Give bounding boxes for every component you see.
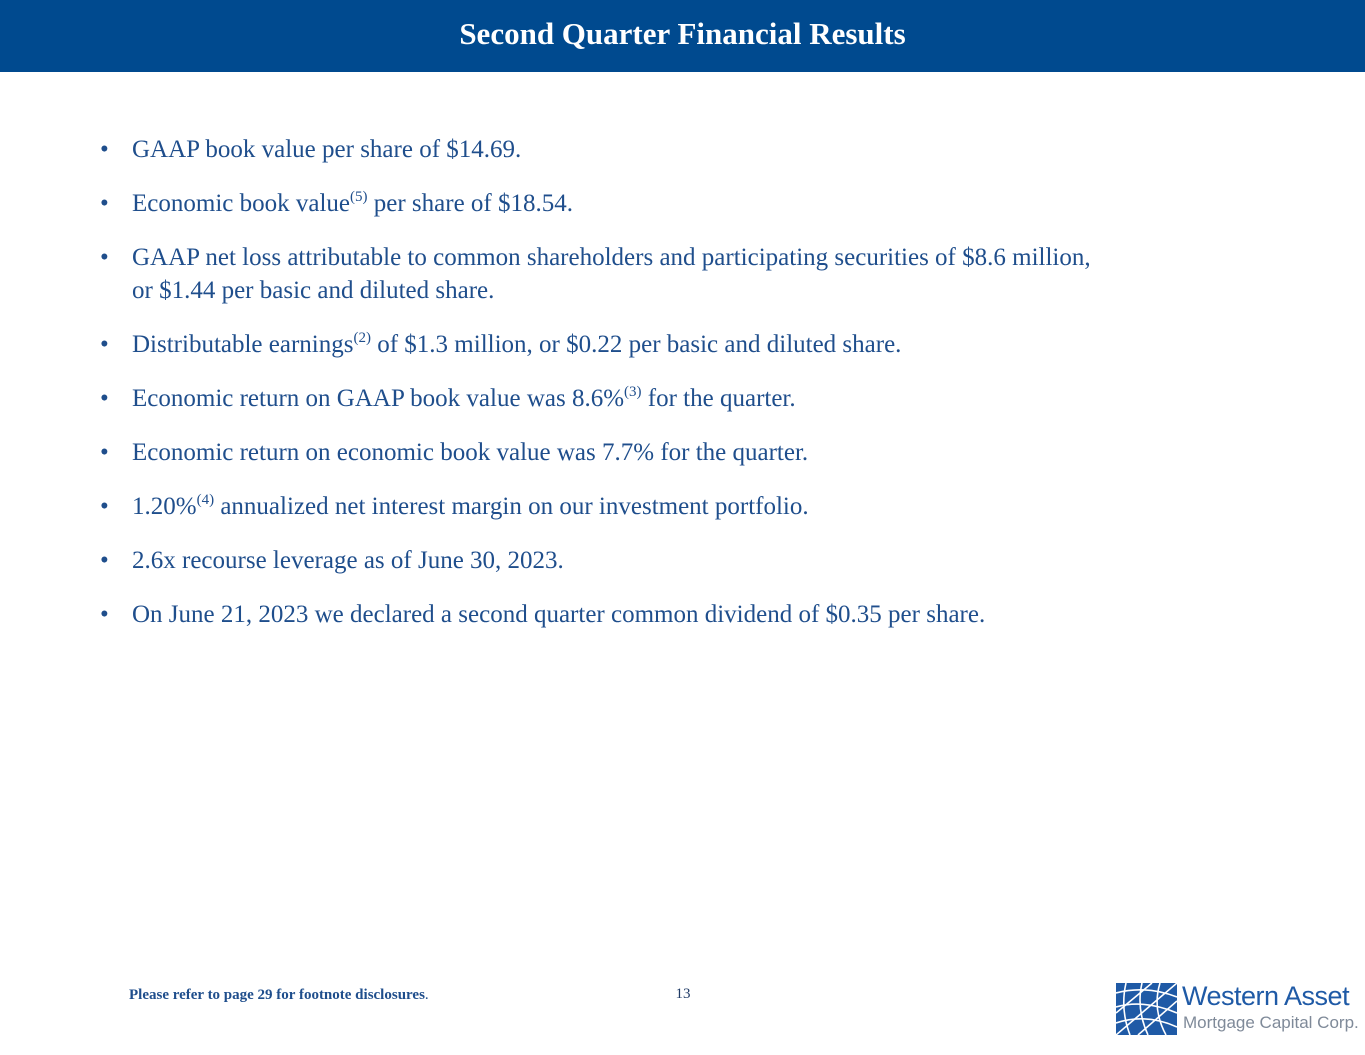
bullet-recourse-leverage [100, 544, 1220, 577]
bullet-glyph: • [100, 190, 109, 217]
bullet-glyph: • [100, 439, 109, 466]
bullet-text: Economic book value [132, 190, 350, 217]
bullet-gaap-book-value [100, 133, 1220, 166]
bullet-text: GAAP book value per share of $14.69. [132, 136, 522, 163]
footnote-reference-period: . [424, 987, 429, 1003]
bullet-distributable-earnings [100, 328, 1220, 361]
bullet-text-cont: per share of $18.54. [367, 190, 573, 217]
bullet-net-interest-margin [100, 490, 1220, 523]
bullet-text-line1: GAAP net loss attributable to common shareholders and participating securities of $8.6 million, [132, 244, 1091, 271]
bullet-glyph: • [100, 493, 109, 520]
bullet-economic-book-value [100, 187, 1220, 220]
bullet-text: Distributable earnings [132, 331, 354, 358]
footnote-marker: (5) [350, 189, 368, 205]
bullet-text-cont: annualized net interest margin on our investment portfolio. [214, 493, 809, 520]
bullet-dividend [100, 598, 1220, 631]
footnote-reference-text: Please refer to page 29 for footnote disclosures [129, 987, 425, 1003]
bullet-glyph: • [100, 547, 109, 574]
bullet-glyph: • [100, 601, 109, 628]
bullet-gaap-net-loss [100, 241, 1220, 307]
bullet-text-cont: of $1.3 million, or $0.22 per basic and diluted share. [370, 331, 902, 358]
logo-subtitle: Mortgage Capital Corp. [1183, 1013, 1359, 1032]
bullet-text-line2: or $1.44 per basic and diluted share. [132, 277, 495, 304]
bullet-text: Economic return on economic book value was 7.7% for the quarter. [132, 439, 809, 466]
bullet-text: 2.6x recourse leverage as of June 30, 2023. [132, 547, 564, 574]
bullet-text: 1.20% [132, 493, 197, 520]
footnote-marker: (3) [624, 384, 642, 400]
page-number: 13 [675, 986, 691, 1002]
footnote-marker: (4) [196, 492, 215, 508]
globe-grid-icon [1116, 983, 1177, 1035]
bullet-glyph: • [100, 331, 109, 358]
bullet-glyph: • [100, 244, 109, 271]
footnote-reference [129, 987, 429, 1004]
bullet-glyph: • [100, 136, 109, 163]
page-title: Second Quarter Financial Results [459, 16, 906, 51]
header-bar [0, 0, 1365, 72]
bullet-text-cont: for the quarter. [641, 385, 796, 412]
footnote-marker: (2) [353, 330, 371, 346]
company-logo [1116, 981, 1359, 1037]
bullet-economic-return-economic [100, 436, 1220, 469]
results-bullet-list [100, 133, 1220, 652]
bullet-text: Economic return on GAAP book value was 8.6% [132, 385, 625, 412]
logo-name: Western Asset [1182, 981, 1350, 1011]
bullet-glyph: • [100, 385, 109, 412]
bullet-text: On June 21, 2023 we declared a second quarter common dividend of $0.35 per share. [132, 601, 986, 628]
bullet-economic-return-gaap [100, 382, 1220, 415]
